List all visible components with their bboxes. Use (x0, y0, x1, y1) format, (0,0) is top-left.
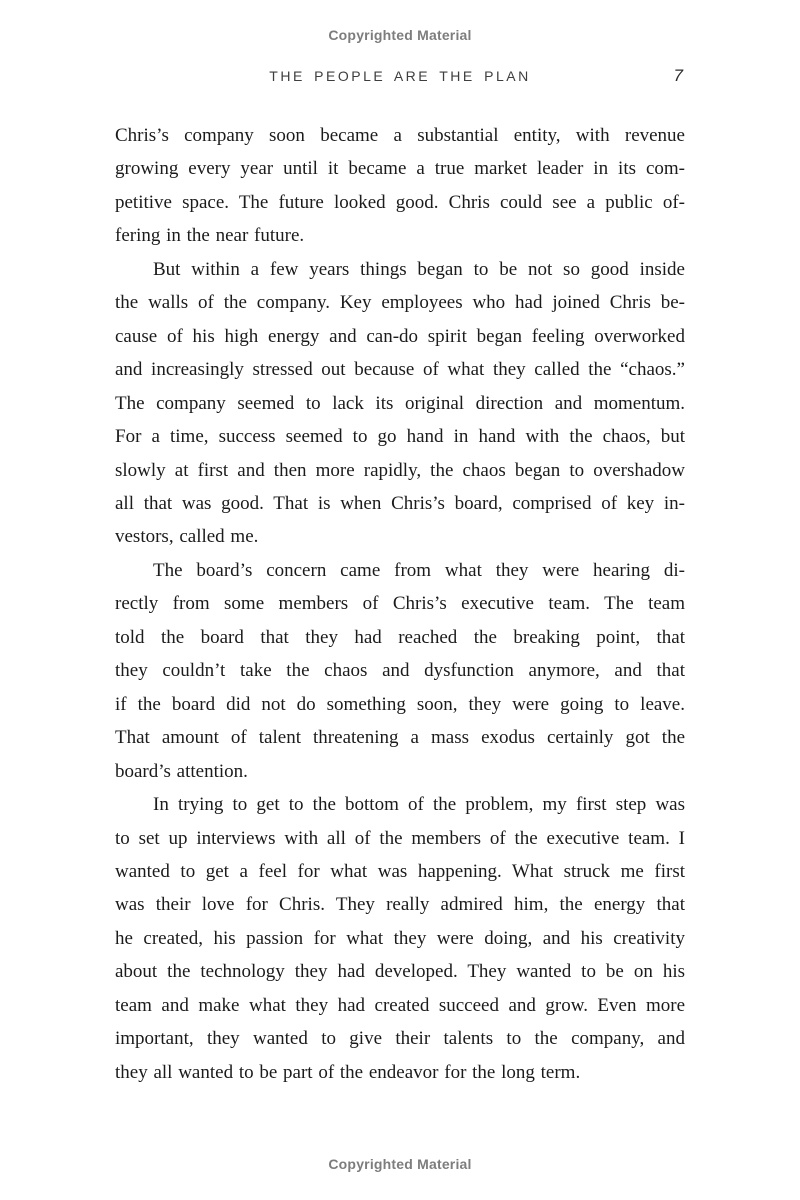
body-line: rectly from some members of Chris’s executive team. The team (115, 593, 685, 615)
body-line: about the technology they had developed. They wanted to be on his (115, 961, 685, 983)
body-line: board’s attention. (115, 760, 248, 782)
body-paragraphs (115, 119, 685, 1089)
copyright-notice-bottom: Copyrighted Material (328, 1156, 472, 1172)
body-line: and increasingly stressed out because of what they called the “chaos.” (115, 359, 685, 381)
body-line: slowly at first and then more rapidly, the chaos began to overshadow (115, 459, 685, 481)
body-line: But within a few years things began to be not so good inside (153, 258, 685, 280)
body-line: they all wanted to be part of the endeavor for the long term. (115, 1061, 581, 1083)
body-line: to set up interviews with all of the members of the executive team. I (115, 827, 685, 849)
body-line: vestors, called me. (115, 526, 259, 548)
body-line: Chris’s company soon became a substantial entity, with revenue (115, 125, 685, 146)
body-line: fering in the near future. (115, 225, 305, 247)
body-line: cause of his high energy and can-do spirit began feeling overworked (115, 325, 685, 347)
body-line: growing every year until it became a true market leader in its com- (115, 158, 685, 180)
body-line: The board’s concern came from what they were hearing di- (153, 559, 685, 581)
body-line: For a time, success seemed to go hand in hand with the chaos, but (115, 426, 685, 448)
body-line: The company seemed to lack its original direction and momentum. (115, 392, 685, 414)
body-line: all that was good. That is when Chris’s board, comprised of key in- (115, 492, 685, 514)
body-line: they couldn’t take the chaos and dysfunction anymore, and that (115, 660, 685, 682)
body-line: That amount of talent threatening a mass exodus certainly got the (115, 727, 685, 749)
copyright-notice-top: Copyrighted Material (328, 27, 472, 43)
body-line: In trying to get to the bottom of the problem, my first step was (153, 794, 685, 816)
running-title: THE PEOPLE ARE THE PLAN (269, 68, 531, 84)
body-line: wanted to get a feel for what was happening. What struck me first (115, 860, 685, 882)
body-line: team and make what they had created succeed and grow. Even more (115, 994, 685, 1016)
body-line: if the board did not do something soon, they were going to leave. (115, 693, 685, 715)
body-line: petitive space. The future looked good. Chris could see a public of- (115, 191, 685, 213)
body-line: the walls of the company. Key employees who had joined Chris be- (115, 292, 685, 314)
page-header (115, 68, 685, 90)
body-line: he created, his passion for what they were doing, and his creativity (115, 927, 685, 949)
body-line: was their love for Chris. They really admired him, the energy that (115, 894, 685, 916)
body-line: important, they wanted to give their talents to the company, and (115, 1028, 685, 1050)
page-number: 7 (673, 66, 683, 85)
body-line: told the board that they had reached the breaking point, that (115, 626, 685, 648)
